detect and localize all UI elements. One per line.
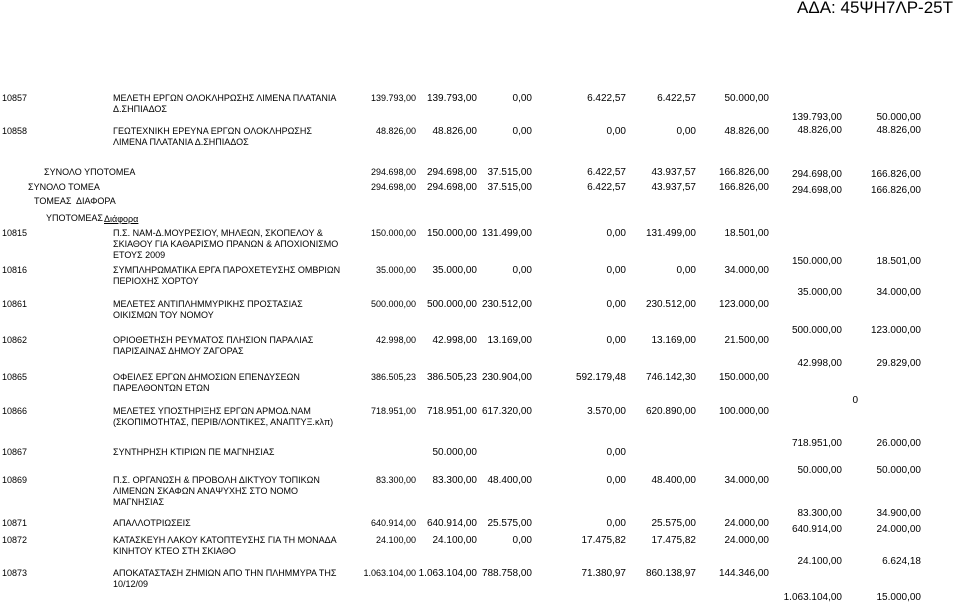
right-col-a: 50.000,00 xyxy=(797,465,842,476)
row-description: ΑΠΑΛΛΟΤΡΙΩΣΕΙΣ xyxy=(113,518,191,528)
value-col-4: 3.570,00 xyxy=(587,406,626,417)
value-col-4: 0,00 xyxy=(606,265,626,276)
row-code: 10816 xyxy=(2,265,28,275)
value-col-1: 150.000,00 xyxy=(370,228,416,238)
value-col-6: 24.000,00 xyxy=(724,518,769,529)
value-col-1: 48.826,00 xyxy=(375,126,416,136)
value-col-4: 0,00 xyxy=(606,518,626,529)
row-description: ΚΑΤΑΣΚΕΥΗ ΛΑΚΟΥ ΚΑΤΟΠΤΕΥΣΗΣ ΓΙΑ ΤΗ ΜΟΝΑΔΑ ΚΙΝΗΤΟΥ ΚΤΕΟ ΣΤΗ ΣΚΙΑΘΟ xyxy=(113,535,337,556)
value-col-3: 13.169,00 xyxy=(487,335,532,346)
right-col-a: 150.000,00 xyxy=(791,256,842,267)
right-col-a: 24.100,00 xyxy=(797,556,842,567)
right-col-a: 640.914,00 xyxy=(791,524,842,535)
right-col-b: 50.000,00 xyxy=(876,112,921,123)
value-col-5: 0,00 xyxy=(676,126,696,137)
row-description: ΜΕΛΕΤΕΣ ΥΠΟΣΤΗΡΙΞΗΣ ΕΡΓΩΝ ΑΡΜΟΔ.ΝΑΜ (ΣΚΟΠΙΜΟΤΗΤΑΣ, ΠΕΡΙΒ/ΛΟΝΤΙΚΕΣ, ΑΝΑΠΤΥΞ.κλπ) xyxy=(113,406,334,427)
row-code: 10857 xyxy=(2,93,28,103)
right-col-b: 166.826,00 xyxy=(870,169,921,180)
right-col-a: 48.826,00 xyxy=(797,125,842,136)
value-col-2: 640.914,00 xyxy=(426,518,477,529)
value-col-3: 25.575,00 xyxy=(487,518,532,529)
right-col-a: 42.998,00 xyxy=(797,358,842,369)
value-col-4: 0,00 xyxy=(606,299,626,310)
value-col-2: 150.000,00 xyxy=(426,228,477,239)
value-col-1: 35.000,00 xyxy=(375,265,416,275)
value-col-5: 17.475,82 xyxy=(651,535,696,546)
value-col-2: 50.000,00 xyxy=(432,447,477,458)
ada-header: ΑΔΑ: 45ΨΗ7ΛΡ-25Τ xyxy=(797,0,953,17)
value-col-2: 83.300,00 xyxy=(432,475,477,486)
value-col-6: 123.000,00 xyxy=(718,299,769,310)
value-col-2: 24.100,00 xyxy=(432,535,477,546)
value-col-6: 50.000,00 xyxy=(724,93,769,104)
value-col-6: 48.826,00 xyxy=(724,126,769,137)
subsector-total-value: 6.422,57 xyxy=(587,167,626,178)
right-col-b: 18.501,00 xyxy=(876,256,921,267)
row-code: 10862 xyxy=(2,335,28,345)
value-col-4: 6.422,57 xyxy=(587,93,626,104)
subsector-total-label: ΣΥΝΟΛΟ ΥΠΟΤΟΜΕΑ xyxy=(44,167,136,177)
right-col-b: 48.826,00 xyxy=(876,125,921,136)
row-description: ΟΦΕΙΛΕΣ ΕΡΓΩΝ ΔΗΜΟΣΙΩΝ ΕΠΕΝΔΥΣΕΩΝ ΠΑΡΕΛΘΟΝΤΩΝ ΕΤΩΝ xyxy=(113,372,300,393)
sector-total-label: ΣΥΝΟΛΟ ΤΟΜΕΑ xyxy=(28,182,100,192)
value-col-6: 100.000,00 xyxy=(718,406,769,417)
value-col-3: 0,00 xyxy=(512,535,532,546)
row-code: 10861 xyxy=(2,299,28,309)
row-description: ΣΥΜΠΛΗΡΩΜΑΤΙΚΑ ΕΡΓΑ ΠΑΡΟΧΕΤΕΥΣΗΣ ΟΜΒΡΙΩΝ ΠΕΡΙΟΧΗΣ ΧΟΡΤΟΥ xyxy=(113,265,341,286)
row-code: 10869 xyxy=(2,475,28,485)
value-col-5: 620.890,00 xyxy=(645,406,696,417)
right-col-a: 718.951,00 xyxy=(791,438,842,449)
value-col-3: 0,00 xyxy=(512,126,532,137)
right-col-b: 26.000,00 xyxy=(876,438,921,449)
subsector-name: Διάφορα xyxy=(104,214,139,224)
value-col-2: 35.000,00 xyxy=(432,265,477,276)
row-description: ΜΕΛΕΤΗ ΕΡΓΩΝ ΟΛΟΚΛΗΡΩΣΗΣ ΛΙΜΕΝΑ ΠΛΑΤΑΝΙΑ Δ.ΣΗΠΙΑΔΟΣ xyxy=(113,93,337,114)
value-col-3: 0,00 xyxy=(512,265,532,276)
right-col-b: 123.000,00 xyxy=(870,325,921,336)
value-col-2: 48.826,00 xyxy=(432,126,477,137)
right-col-b: 24.000,00 xyxy=(876,524,921,535)
right-col-a: 1.063.104,00 xyxy=(783,592,842,603)
row-code: 10865 xyxy=(2,372,28,382)
sector-total-value: 166.826,00 xyxy=(718,182,769,193)
value-col-1: 718.951,00 xyxy=(370,406,416,416)
sector-name: ΔΙΑΦΟΡΑ xyxy=(76,196,116,206)
right-col-b: 34.900,00 xyxy=(876,508,921,519)
value-col-6: 34.000,00 xyxy=(724,265,769,276)
right-col-a: 35.000,00 xyxy=(797,287,842,298)
right-col-b: 34.000,00 xyxy=(876,287,921,298)
value-col-2: 42.998,00 xyxy=(432,335,477,346)
value-col-3: 48.400,00 xyxy=(487,475,532,486)
sector-total-value: 6.422,57 xyxy=(587,182,626,193)
subsector-total-value: 166.826,00 xyxy=(718,167,769,178)
row-description: Π.Σ. ΝΑΜ-Δ.ΜΟΥΡΕΣΙΟΥ, ΜΗΛΕΩΝ, ΣΚΟΠΕΛΟΥ & ΣΚΙΑΘΟΥ ΓΙΑ ΚΑΘΑΡΙΣΜΟ ΠΡΑΝΩΝ & ΑΠΟΧΙΟΝΙΣΜΟ ΕΤΟΥΣ 2009 xyxy=(113,228,339,260)
right-col-b: 6.624,18 xyxy=(882,556,921,567)
value-col-4: 0,00 xyxy=(606,447,626,458)
value-col-1: 139.793,00 xyxy=(370,93,416,103)
value-col-4: 0,00 xyxy=(606,335,626,346)
value-col-5: 6.422,57 xyxy=(657,93,696,104)
row-description: ΑΠΟΚΑΤΑΣΤΑΣΗ ΖΗΜΙΩΝ ΑΠΟ ΤΗΝ ΠΛΗΜΜΥΡΑ ΤΗΣ 10/12/09 xyxy=(113,568,337,589)
value-col-1: 83.300,00 xyxy=(375,475,416,485)
sector-total-value: 43.937,57 xyxy=(651,182,696,193)
right-col-b: 15.000,00 xyxy=(876,592,921,603)
right-col-a: 294.698,00 xyxy=(791,185,842,196)
value-col-3: 0,00 xyxy=(512,93,532,104)
value-col-6: 18.501,00 xyxy=(724,228,769,239)
row-code: 10871 xyxy=(2,518,28,528)
subsector-total-value: 294.698,00 xyxy=(426,167,477,178)
right-col-a: 83.300,00 xyxy=(797,508,842,519)
row-description: ΣΥΝΤΗΡΗΣΗ ΚΤΙΡΙΩΝ ΠΕ ΜΑΓΝΗΣΙΑΣ xyxy=(113,447,275,457)
subsector-total-value: 37.515,00 xyxy=(487,167,532,178)
value-col-2: 718.951,00 xyxy=(426,406,477,417)
value-col-3: 230.512,00 xyxy=(481,299,532,310)
value-col-6: 21.500,00 xyxy=(724,335,769,346)
value-col-5: 13.169,00 xyxy=(651,335,696,346)
value-col-6: 34.000,00 xyxy=(724,475,769,486)
value-col-3: 617.320,00 xyxy=(481,406,532,417)
value-col-4: 0,00 xyxy=(606,126,626,137)
value-col-6: 24.000,00 xyxy=(724,535,769,546)
value-col-4: 0,00 xyxy=(606,228,626,239)
right-col-a: 500.000,00 xyxy=(791,325,842,336)
value-col-3: 131.499,00 xyxy=(481,228,532,239)
value-col-4: 17.475,82 xyxy=(581,535,626,546)
row-code: 10866 xyxy=(2,406,28,416)
value-col-5: 131.499,00 xyxy=(645,228,696,239)
value-col-5: 230.512,00 xyxy=(645,299,696,310)
value-col-5: 860.138,97 xyxy=(645,568,696,579)
value-col-5: 48.400,00 xyxy=(651,475,696,486)
value-col-6: 144.346,00 xyxy=(718,568,769,579)
right-col-b: 0 xyxy=(852,395,858,406)
value-col-2: 1.063.104,00 xyxy=(418,568,477,579)
subsector-total-value: 294.698,00 xyxy=(370,167,416,177)
row-code: 10867 xyxy=(2,447,28,457)
value-col-1: 640.914,00 xyxy=(370,518,416,528)
row-description: ΓΕΩΤΕΧΝΙΚΗ ΕΡΕΥΝΑ ΕΡΓΩΝ ΟΛΟΚΛΗΡΩΣΗΣ ΛΙΜΕΝΑ ΠΛΑΤΑΝΙΑ Δ.ΣΗΠΙΑΔΟΣ xyxy=(113,126,312,147)
value-col-1: 500.000,00 xyxy=(370,299,416,309)
value-col-1: 386.505,23 xyxy=(370,372,416,382)
value-col-4: 0,00 xyxy=(606,475,626,486)
value-col-2: 386.505,23 xyxy=(426,372,477,383)
row-code: 10815 xyxy=(2,228,28,238)
right-col-b: 29.829,00 xyxy=(876,358,921,369)
sector-label: ΤΟΜΕΑΣ xyxy=(34,196,72,206)
sector-total-value: 294.698,00 xyxy=(370,182,416,192)
value-col-5: 746.142,30 xyxy=(645,372,696,383)
value-col-4: 592.179,48 xyxy=(575,372,626,383)
value-col-1: 42.998,00 xyxy=(375,335,416,345)
subsector-total-value: 43.937,57 xyxy=(651,167,696,178)
sector-total-value: 37.515,00 xyxy=(487,182,532,193)
value-col-5: 25.575,00 xyxy=(651,518,696,529)
right-col-b: 166.826,00 xyxy=(870,185,921,196)
right-col-a: 294.698,00 xyxy=(791,169,842,180)
row-description: ΜΕΛΕΤΕΣ ΑΝΤΙΠΛΗΜΜΥΡΙΚΗΣ ΠΡΟΣΤΑΣΙΑΣ ΟΙΚΙΣΜΩΝ ΤΟΥ ΝΟΜΟΥ xyxy=(113,299,303,320)
value-col-5: 0,00 xyxy=(676,265,696,276)
value-col-6: 150.000,00 xyxy=(718,372,769,383)
value-col-3: 788.758,00 xyxy=(481,568,532,579)
row-code: 10873 xyxy=(2,568,28,578)
right-col-b: 50.000,00 xyxy=(876,465,921,476)
row-code: 10858 xyxy=(2,126,28,136)
value-col-2: 500.000,00 xyxy=(426,299,477,310)
sector-total-value: 294.698,00 xyxy=(426,182,477,193)
value-col-4: 71.380,97 xyxy=(581,568,626,579)
value-col-1: 1.063.104,00 xyxy=(363,568,416,578)
row-description: Π.Σ. ΟΡΓΑΝΩΣΗ & ΠΡΟΒΟΛΗ ΔΙΚΤΥΟΥ ΤΟΠΙΚΩΝ ΛΙΜΕΝΩΝ ΣΚΑΦΩΝ ΑΝΑΨΥΧΗΣ ΣΤΟ ΝΟΜΟ ΜΑΓΝΗΣΙΑΣ xyxy=(113,475,320,507)
value-col-3: 230.904,00 xyxy=(481,372,532,383)
row-code: 10872 xyxy=(2,535,28,545)
value-col-2: 139.793,00 xyxy=(426,93,477,104)
subsector-label: ΥΠΟΤΟΜΕΑΣ xyxy=(46,213,103,223)
value-col-1: 24.100,00 xyxy=(375,535,416,545)
right-col-a: 139.793,00 xyxy=(791,112,842,123)
row-description: ΟΡΙΟΘΕΤΗΣΗ ΡΕΥΜΑΤΟΣ ΠΛΗΣΙΟΝ ΠΑΡΑΛΙΑΣ ΠΑΡΙΣΑΙΝΑΣ ΔΗΜΟΥ ΖΑΓΟΡΑΣ xyxy=(113,335,314,356)
